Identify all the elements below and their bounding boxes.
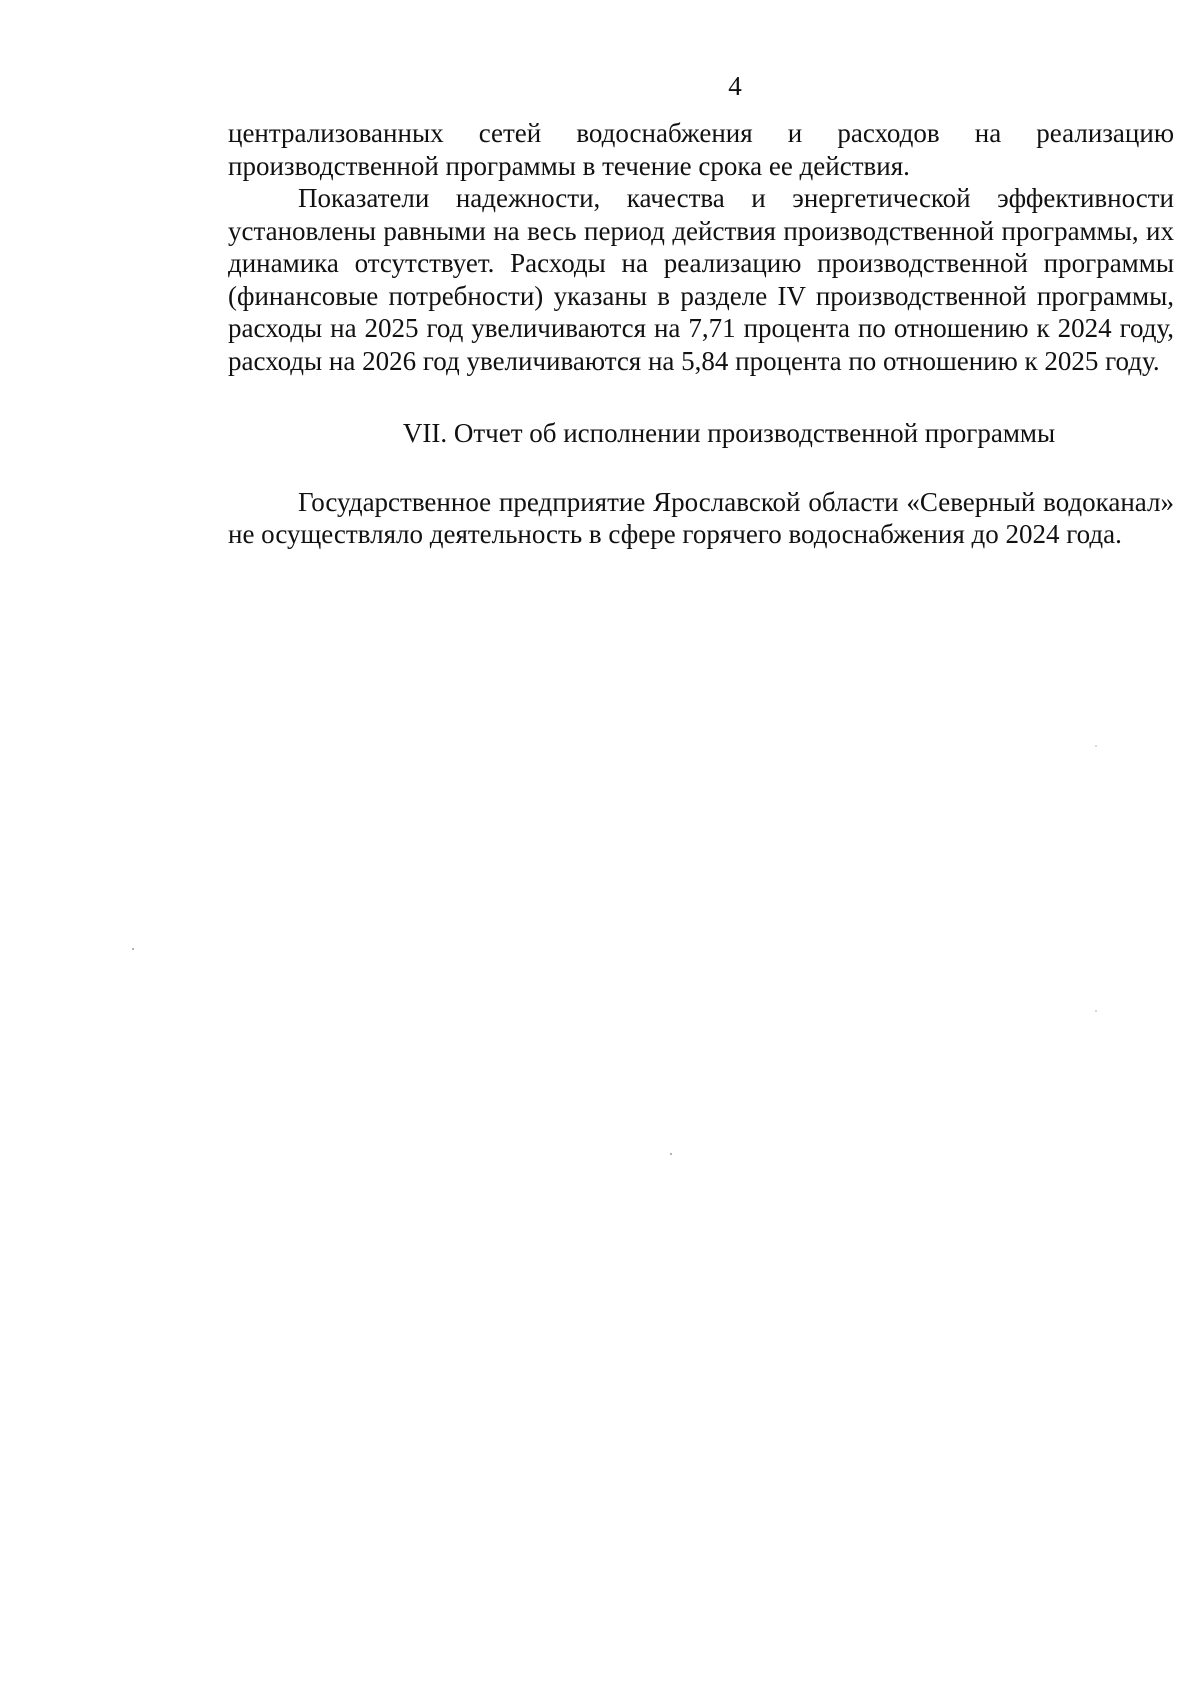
scan-speck: [132, 948, 134, 950]
paragraph-report: Государственное предприятие Ярославской области «Северный водоканал» не осуществляло деятельность в сфере горячего водоснабжения до 2024 года.: [228, 486, 1174, 549]
section-heading: VII. Отчет об исполнении производственной программы: [402, 418, 1056, 448]
page-number: 4: [728, 71, 742, 101]
scan-speck: [1095, 1010, 1097, 1012]
paragraph-indicators: Показатели надежности, качества и энергетической эффективности установлены равными на весь период действия производственной программы, их динамика отсутствует. Расходы на реализацию производственной программы (финансовые потребности) указаны в разделе IV производственной программы, расходы на 2025 год увеличиваются на 7,71 процента по отношению к 2024 году, расходы на 2026 год увеличиваются на 5,84 процента по отношению к 2025 году.: [228, 183, 1174, 376]
scan-speck: [670, 1153, 672, 1155]
scan-speck: [1095, 745, 1097, 747]
document-body: [228, 117, 1174, 551]
paragraph-continuation: централизованных сетей водоснабжения и расходов на реализацию производственной программы в течение срока ее действия.: [228, 118, 1174, 181]
